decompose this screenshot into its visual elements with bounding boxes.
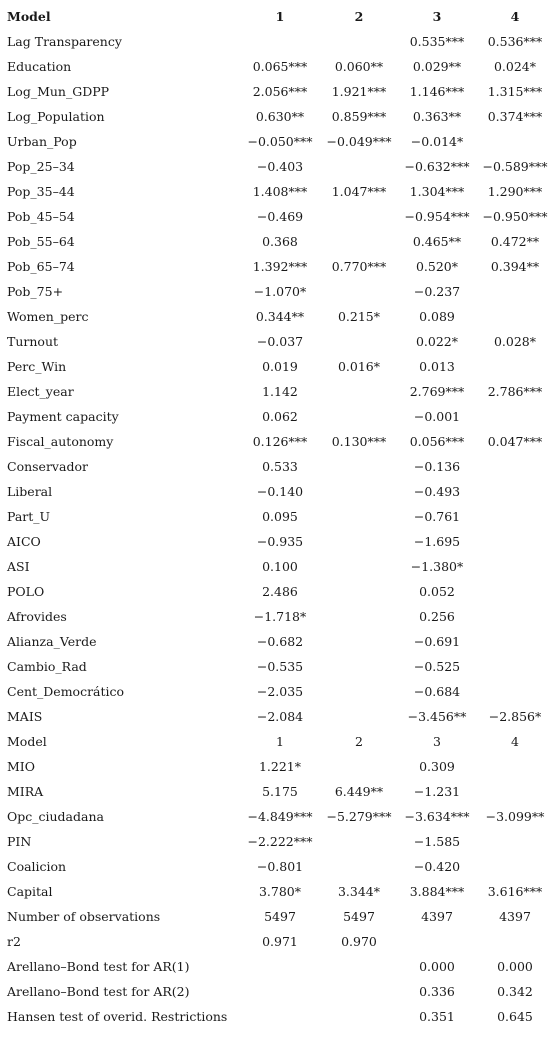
- table-row: [0, 579, 554, 604]
- cell-model-3: 0.013: [419, 359, 455, 374]
- cell-model-1: 1.408***: [252, 184, 308, 199]
- cell-model-2: [320, 554, 398, 579]
- cell-model-3: −3.634***: [404, 809, 470, 824]
- cell-model-1: −0.801: [256, 859, 304, 874]
- table-row: [0, 679, 554, 704]
- cell-model-3: −0.136: [413, 459, 461, 474]
- cell-model-4: [476, 454, 554, 479]
- cell-model-2: 3.344*: [337, 884, 381, 899]
- table-row: [0, 654, 554, 679]
- cell-model-1: −0.140: [256, 484, 304, 499]
- table-row: [0, 929, 554, 954]
- table-row: [0, 704, 554, 729]
- table-body: [0, 29, 554, 1029]
- cell-model-4: [476, 929, 554, 954]
- regression-table: [0, 4, 554, 1029]
- cell-model-3: −0.014*: [410, 134, 464, 149]
- cell-model-1: 0.533: [262, 459, 298, 474]
- cell-model-2: [320, 479, 398, 504]
- table-row: [0, 829, 554, 854]
- cell-model-3: 1.146***: [409, 84, 465, 99]
- cell-model-2: [320, 204, 398, 229]
- cell-model-3: −0.632***: [404, 159, 470, 174]
- row-label: AICO: [7, 534, 41, 549]
- row-label: MIRA: [7, 784, 44, 799]
- cell-model-2: [320, 504, 398, 529]
- table-row: [0, 154, 554, 179]
- cell-model-3: 2.769***: [409, 384, 465, 399]
- cell-model-1: [240, 1004, 320, 1029]
- table-row: [0, 1004, 554, 1029]
- row-label: Arellano–Bond test for AR(1): [7, 959, 190, 974]
- cell-model-4: 2.786***: [487, 384, 543, 399]
- table-row: [0, 904, 554, 929]
- cell-model-2: [320, 29, 398, 54]
- cell-model-4: 0.645: [497, 1009, 533, 1024]
- cell-model-1: 0.095: [262, 509, 298, 524]
- cell-model-1: [240, 979, 320, 1004]
- cell-model-4: 1.315***: [487, 84, 543, 99]
- cell-model-3: 0.351: [419, 1009, 455, 1024]
- table-row: [0, 329, 554, 354]
- header-row: [0, 4, 554, 29]
- cell-model-4: [476, 604, 554, 629]
- cell-model-3: −0.691: [413, 634, 461, 649]
- header-model-1: 1: [275, 9, 285, 24]
- cell-model-1: −0.403: [256, 159, 304, 174]
- cell-model-1: −0.050***: [247, 134, 313, 149]
- cell-model-3: −0.493: [413, 484, 461, 499]
- cell-model-3: 0.022*: [415, 334, 459, 349]
- row-label: Women_perc: [7, 309, 89, 324]
- cell-model-2: [320, 829, 398, 854]
- cell-model-4: [476, 679, 554, 704]
- cell-model-3: −0.237: [413, 284, 461, 299]
- table-row: [0, 754, 554, 779]
- table-row: [0, 379, 554, 404]
- cell-model-2: 0.060**: [334, 59, 384, 74]
- row-label: MAIS: [7, 709, 43, 724]
- cell-model-1: 2.056***: [252, 84, 308, 99]
- cell-model-4: [476, 279, 554, 304]
- row-label: Liberal: [7, 484, 53, 499]
- cell-model-1: −0.682: [256, 634, 304, 649]
- row-label: Pop_25–34: [7, 159, 75, 174]
- table-row: [0, 604, 554, 629]
- cell-model-4: 1.290***: [487, 184, 543, 199]
- row-label: Perc_Win: [7, 359, 67, 374]
- cell-model-3: 0.089: [419, 309, 455, 324]
- cell-model-2: −5.279***: [326, 809, 392, 824]
- row-label: Lag Transparency: [7, 34, 122, 49]
- cell-model-4: −2.856*: [488, 709, 542, 724]
- cell-model-1: −0.535: [256, 659, 304, 674]
- cell-model-3: 0.029**: [412, 59, 462, 74]
- table-row: [0, 254, 554, 279]
- row-label: Number of observations: [7, 909, 161, 924]
- cell-model-2: 0.016*: [337, 359, 381, 374]
- cell-model-3: 0.336: [419, 984, 455, 999]
- cell-model-2: [320, 954, 398, 979]
- table-row: [0, 404, 554, 429]
- cell-model-3: −1.380*: [410, 559, 464, 574]
- cell-model-1: 5497: [264, 909, 296, 924]
- cell-model-3: 3: [433, 734, 441, 749]
- cell-model-2: [320, 404, 398, 429]
- cell-model-3: −0.001: [413, 409, 461, 424]
- row-label: Fiscal_autonomy: [7, 434, 114, 449]
- cell-model-2: 6.449**: [334, 784, 384, 799]
- cell-model-2: 2: [355, 734, 363, 749]
- cell-model-3: [398, 929, 476, 954]
- cell-model-2: [320, 229, 398, 254]
- cell-model-3: 4397: [421, 909, 453, 924]
- cell-model-3: −0.525: [413, 659, 461, 674]
- cell-model-3: −0.954***: [404, 209, 470, 224]
- cell-model-3: 0.000: [419, 959, 455, 974]
- cell-model-3: 0.056***: [409, 434, 465, 449]
- row-label: Part_U: [7, 509, 51, 524]
- cell-model-1: 0.100: [262, 559, 298, 574]
- table-row: [0, 479, 554, 504]
- cell-model-2: 1.921***: [331, 84, 387, 99]
- cell-model-4: 0.047***: [487, 434, 543, 449]
- cell-model-4: 3.616***: [487, 884, 543, 899]
- table-row: [0, 879, 554, 904]
- cell-model-4: 0.394**: [490, 259, 540, 274]
- cell-model-2: 0.859***: [331, 109, 387, 124]
- cell-model-1: 0.971: [262, 934, 298, 949]
- table-row: [0, 429, 554, 454]
- cell-model-1: 3.780*: [258, 884, 302, 899]
- cell-model-1: −4.849***: [247, 809, 313, 824]
- cell-model-3: −0.420: [413, 859, 461, 874]
- cell-model-2: [320, 279, 398, 304]
- row-label: Pob_45–54: [7, 209, 75, 224]
- table-row: [0, 54, 554, 79]
- cell-model-4: 0.024*: [493, 59, 537, 74]
- header-model-3: 3: [432, 9, 442, 24]
- cell-model-2: [320, 379, 398, 404]
- table-row: [0, 854, 554, 879]
- row-label: Log_Mun_GDPP: [7, 84, 110, 99]
- header-label: Model: [7, 9, 51, 24]
- row-label: Pob_75+: [7, 284, 64, 299]
- header-model-4: 4: [510, 9, 520, 24]
- cell-model-3: 1.304***: [409, 184, 465, 199]
- cell-model-1: −2.084: [256, 709, 304, 724]
- cell-model-2: 0.215*: [337, 309, 381, 324]
- row-label: Model: [7, 734, 47, 749]
- cell-model-3: −3.456**: [407, 709, 467, 724]
- table-row: [0, 779, 554, 804]
- cell-model-1: 0.065***: [252, 59, 308, 74]
- row-label: Cambio_Rad: [7, 659, 87, 674]
- cell-model-4: [476, 754, 554, 779]
- row-label: Urban_Pop: [7, 134, 77, 149]
- cell-model-1: 0.368: [262, 234, 298, 249]
- cell-model-2: 1.047***: [331, 184, 387, 199]
- row-label: r2: [7, 934, 21, 949]
- row-label: Log_Population: [7, 109, 105, 124]
- cell-model-2: [320, 679, 398, 704]
- table-row: [0, 629, 554, 654]
- row-label: PIN: [7, 834, 32, 849]
- row-label: Opc_ciudadana: [7, 809, 104, 824]
- table-row: [0, 279, 554, 304]
- row-label: Afrovides: [7, 609, 67, 624]
- row-label: Payment capacity: [7, 409, 119, 424]
- cell-model-4: 0.342: [497, 984, 533, 999]
- cell-model-4: [476, 504, 554, 529]
- table-row: [0, 979, 554, 1004]
- cell-model-1: −0.037: [256, 334, 304, 349]
- cell-model-4: −0.589***: [482, 159, 548, 174]
- cell-model-4: 4397: [499, 909, 531, 924]
- cell-model-1: [240, 29, 320, 54]
- cell-model-4: −3.099**: [485, 809, 545, 824]
- table-row: [0, 954, 554, 979]
- cell-model-2: [320, 629, 398, 654]
- cell-model-2: 5497: [343, 909, 375, 924]
- cell-model-2: [320, 529, 398, 554]
- cell-model-3: 0.465**: [412, 234, 462, 249]
- cell-model-1: 0.344**: [255, 309, 305, 324]
- cell-model-1: 1: [276, 734, 284, 749]
- cell-model-4: [476, 354, 554, 379]
- cell-model-3: −0.761: [413, 509, 461, 524]
- table-row: [0, 529, 554, 554]
- cell-model-3: 0.052: [419, 584, 455, 599]
- row-label: Conservador: [7, 459, 88, 474]
- table-row: [0, 104, 554, 129]
- cell-model-4: 0.472**: [490, 234, 540, 249]
- table-row: [0, 29, 554, 54]
- cell-model-2: −0.049***: [326, 134, 392, 149]
- cell-model-4: 0.000: [497, 959, 533, 974]
- table-row: [0, 129, 554, 154]
- row-label: Pob_65–74: [7, 259, 75, 274]
- row-label: Capital: [7, 884, 53, 899]
- cell-model-4: [476, 479, 554, 504]
- cell-model-4: [476, 854, 554, 879]
- cell-model-3: 0.309: [419, 759, 455, 774]
- table-row: [0, 204, 554, 229]
- cell-model-2: [320, 579, 398, 604]
- cell-model-2: [320, 329, 398, 354]
- cell-model-2: [320, 454, 398, 479]
- cell-model-4: [476, 404, 554, 429]
- cell-model-1: −0.469: [256, 209, 304, 224]
- cell-model-4: 0.536***: [487, 34, 543, 49]
- cell-model-1: −2.035: [256, 684, 304, 699]
- cell-model-1: 1.392***: [252, 259, 308, 274]
- cell-model-1: −2.222***: [247, 834, 313, 849]
- table-row: [0, 229, 554, 254]
- table-row: [0, 304, 554, 329]
- cell-model-4: [476, 304, 554, 329]
- row-label: POLO: [7, 584, 45, 599]
- cell-model-1: 0.630**: [255, 109, 305, 124]
- row-label: MIO: [7, 759, 35, 774]
- cell-model-3: 0.520*: [415, 259, 459, 274]
- cell-model-4: [476, 529, 554, 554]
- table-row: [0, 354, 554, 379]
- row-label: Elect_year: [7, 384, 74, 399]
- row-label: Alianza_Verde: [7, 634, 97, 649]
- cell-model-2: 0.770***: [331, 259, 387, 274]
- cell-model-4: [476, 554, 554, 579]
- cell-model-3: −1.231: [413, 784, 461, 799]
- header-model-2: 2: [354, 9, 364, 24]
- cell-model-2: [320, 979, 398, 1004]
- cell-model-1: 5.175: [262, 784, 298, 799]
- cell-model-4: [476, 129, 554, 154]
- cell-model-4: 0.028*: [493, 334, 537, 349]
- cell-model-4: [476, 654, 554, 679]
- cell-model-2: [320, 754, 398, 779]
- cell-model-3: −0.684: [413, 684, 461, 699]
- row-label: Arellano–Bond test for AR(2): [7, 984, 190, 999]
- cell-model-1: 0.126***: [252, 434, 308, 449]
- cell-model-1: [240, 954, 320, 979]
- cell-model-3: −1.695: [413, 534, 461, 549]
- cell-model-2: 0.970: [341, 934, 377, 949]
- cell-model-2: [320, 1004, 398, 1029]
- row-label: Cent_Democrático: [7, 684, 125, 699]
- cell-model-4: [476, 579, 554, 604]
- cell-model-1: −1.718*: [253, 609, 307, 624]
- cell-model-1: −1.070*: [253, 284, 307, 299]
- row-label: Hansen test of overid. Restrictions: [7, 1009, 228, 1024]
- row-label: Pob_55–64: [7, 234, 75, 249]
- table-row: [0, 79, 554, 104]
- cell-model-4: 4: [511, 734, 519, 749]
- cell-model-1: 1.221*: [258, 759, 302, 774]
- cell-model-2: [320, 604, 398, 629]
- cell-model-3: 0.256: [419, 609, 455, 624]
- cell-model-1: 1.142: [262, 384, 298, 399]
- row-label: Education: [7, 59, 72, 74]
- cell-model-2: 0.130***: [331, 434, 387, 449]
- table-row: [0, 504, 554, 529]
- cell-model-4: [476, 829, 554, 854]
- cell-model-3: 3.884***: [409, 884, 465, 899]
- cell-model-2: [320, 154, 398, 179]
- row-label: Turnout: [7, 334, 59, 349]
- cell-model-2: [320, 654, 398, 679]
- table-row: [0, 454, 554, 479]
- table-row: [0, 804, 554, 829]
- cell-model-4: [476, 629, 554, 654]
- row-label: ASI: [7, 559, 30, 574]
- cell-model-4: [476, 779, 554, 804]
- cell-model-3: −1.585: [413, 834, 461, 849]
- row-label: Pop_35–44: [7, 184, 75, 199]
- table-row: [0, 179, 554, 204]
- cell-model-1: −0.935: [256, 534, 304, 549]
- cell-model-4: −0.950***: [482, 209, 548, 224]
- cell-model-1: 0.019: [262, 359, 298, 374]
- table-row: [0, 729, 554, 754]
- cell-model-2: [320, 704, 398, 729]
- cell-model-1: 2.486: [262, 584, 298, 599]
- cell-model-3: 0.363**: [412, 109, 462, 124]
- row-label: Coalicion: [7, 859, 67, 874]
- table-row: [0, 554, 554, 579]
- cell-model-2: [320, 854, 398, 879]
- cell-model-4: 0.374***: [487, 109, 543, 124]
- cell-model-1: 0.062: [262, 409, 298, 424]
- cell-model-3: 0.535***: [409, 34, 465, 49]
